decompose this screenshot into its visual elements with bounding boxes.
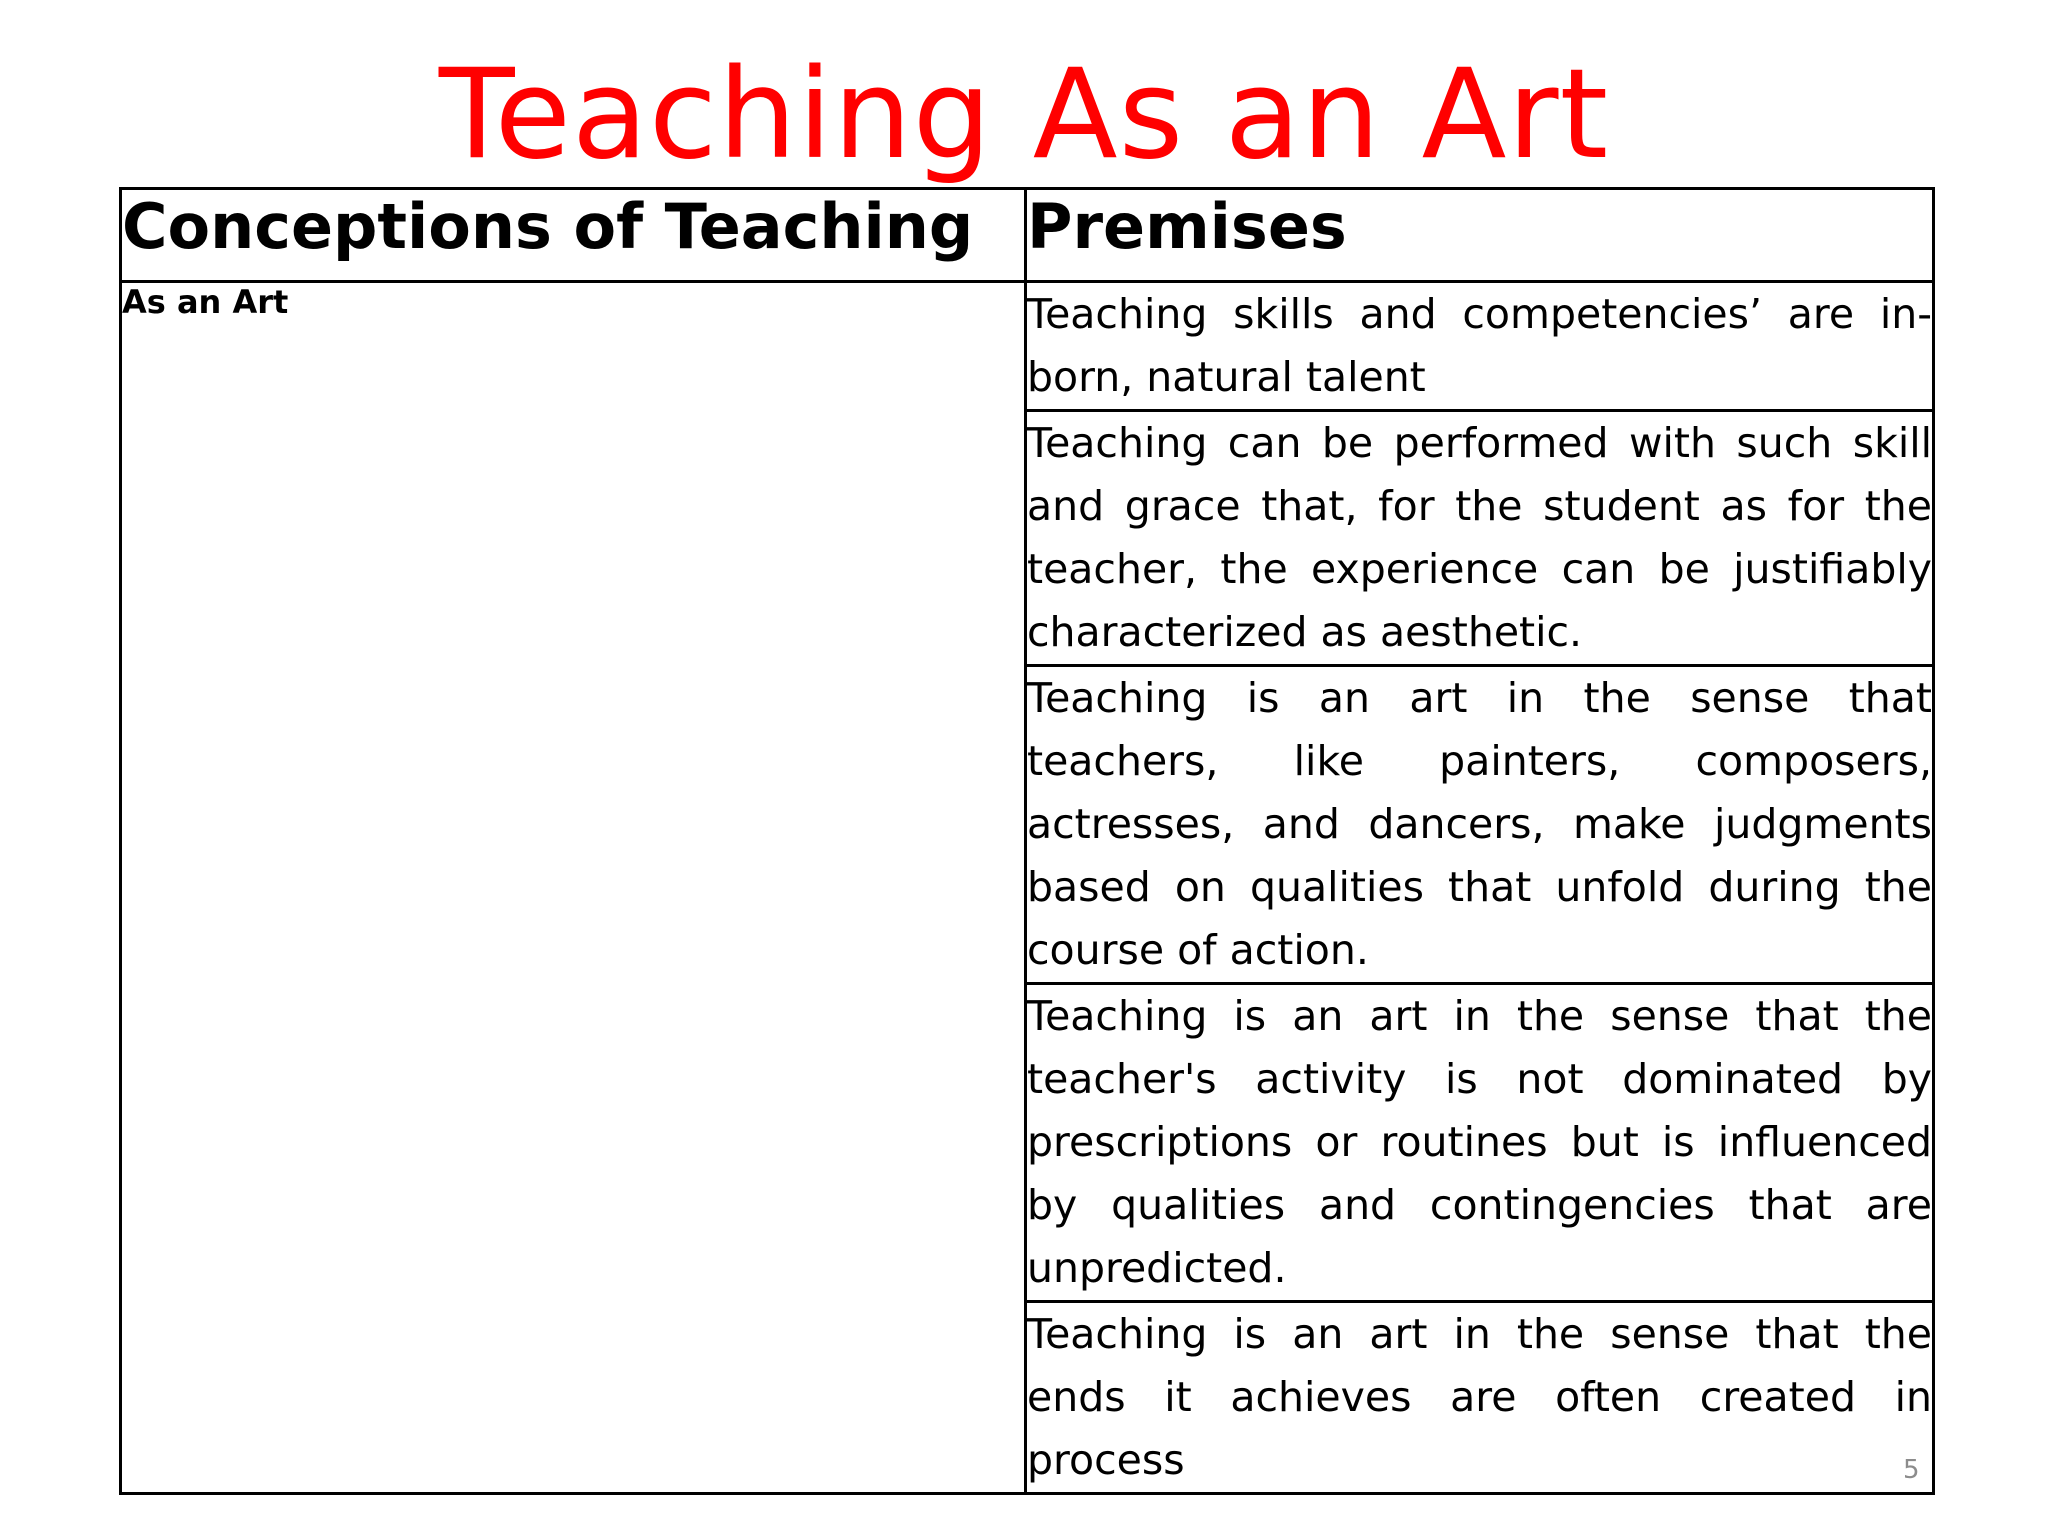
premise-cell: Teaching can be performed with such skill and grace that, for the student as for the teacher, the experience can be justifiably characterized as aesthetic.	[1026, 411, 1934, 666]
premise-cell: Teaching is an art in the sense that teachers, like painters, composers, actresses, and dancers, make judgments based on qualities that unfold during the course of action.	[1026, 666, 1934, 984]
premise-cell: Teaching is an art in the sense that the ends it achieves are often created in process	[1026, 1302, 1934, 1494]
header-conceptions: Conceptions of Teaching	[121, 189, 1026, 282]
slide-title: Teaching As an Art	[438, 43, 1610, 187]
premises-table	[119, 187, 1935, 1495]
page-number: 5	[1903, 1455, 1920, 1485]
header-premises: Premises	[1026, 189, 1934, 282]
table-row	[121, 282, 1934, 411]
table-header-row	[121, 189, 1934, 282]
premise-cell: Teaching skills and competencies’ are in-born, natural talent	[1026, 282, 1934, 411]
premise-cell: Teaching is an art in the sense that the teacher's activity is not dominated by prescriptions or routines but is influenced by qualities and contingencies that are unpredicted.	[1026, 984, 1934, 1302]
concept-cell: As an Art	[121, 282, 1026, 1494]
